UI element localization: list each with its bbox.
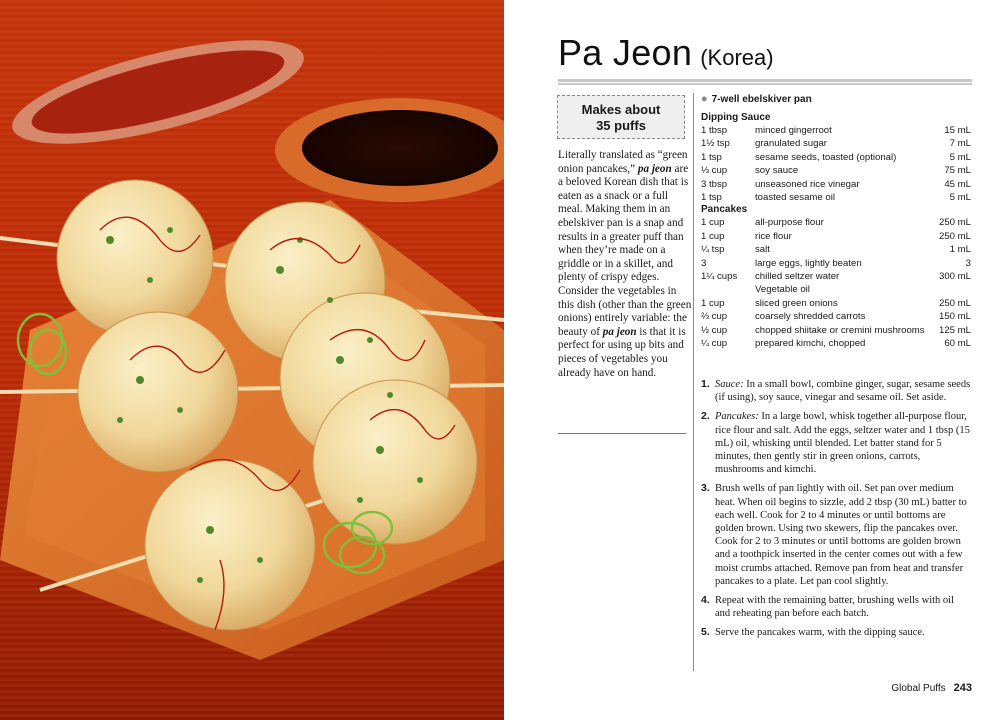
ingredient-row: [701, 243, 971, 256]
ingredient-quantity: [701, 283, 755, 296]
step-text: [715, 626, 971, 639]
method-step: [701, 594, 971, 620]
ingredient-name: large eggs, lightly beaten: [755, 257, 862, 269]
ingredient-metric: 300 mL: [939, 271, 971, 283]
step-text: [715, 594, 971, 620]
step-number: 1.: [701, 378, 710, 390]
method-step: [701, 378, 971, 404]
ingredient-name: coarsely shredded carrots: [755, 311, 866, 323]
method-step: [701, 410, 971, 476]
step-body: In a large bowl, whisk together all-purpose flour, rice flour and salt. Add the eggs, seltzer water and 1 tbsp (15 mL) oil, whisking until blended. Let batter stand for 5 minutes, then gently stir in green onions, carrots, mushrooms and kimchi.: [715, 411, 970, 476]
step-label: Pancakes:: [715, 411, 759, 423]
ingredient-row: [701, 257, 971, 270]
ingredient-name: sesame seeds, toasted (optional): [755, 151, 897, 163]
intro-rule: [558, 433, 686, 434]
ingredient-quantity: 3 tbsp: [701, 178, 728, 190]
step-text: [715, 410, 971, 476]
ingredient-section-heading: Pancakes: [701, 204, 748, 216]
ingredient-metric: 60 mL: [944, 338, 971, 350]
ingredient-metric: 3: [965, 257, 971, 269]
ingredient-metric: 1 mL: [949, 244, 971, 256]
intro-part-1: Literally translated as “green onion pancakes,”: [558, 149, 688, 175]
title-origin: (Korea): [700, 45, 774, 70]
step-label: Sauce:: [715, 379, 744, 390]
ingredient-row: [701, 297, 971, 310]
ingredient-quantity: 3: [701, 257, 707, 269]
step-number: 5.: [701, 626, 710, 639]
ingredient-quantity: 1½ tsp: [701, 138, 730, 150]
ingredient-metric: 5 mL: [949, 192, 971, 204]
page-number: 243: [953, 682, 972, 694]
ingredient-metric: 75 mL: [944, 165, 971, 177]
intro-text: [558, 149, 692, 380]
step-number: 3.: [701, 482, 710, 495]
ingredient-name: unseasoned rice vinegar: [755, 178, 860, 190]
bullet-icon: ●: [701, 93, 708, 105]
ingredient-row: [701, 137, 971, 150]
ingredient-metric: [929, 283, 971, 296]
ingredient-metric: 150 mL: [939, 311, 971, 323]
ingredient-name: chilled seltzer water: [755, 271, 840, 283]
ingredient-row: [701, 310, 971, 323]
ingredient-name: prepared kimchi, chopped: [755, 338, 866, 350]
ingredient-metric: 7 mL: [949, 138, 971, 150]
ingredient-quantity: 1¼ cups: [701, 271, 738, 283]
ingredient-name: toasted sesame oil: [755, 192, 835, 204]
method-step: [701, 626, 971, 639]
title-main: Pa Jeon: [558, 32, 693, 73]
column-divider: [693, 93, 694, 671]
step-body: Serve the pancakes warm, with the dipping sauce.: [715, 627, 925, 639]
ingredient-quantity: 1 tsp: [701, 192, 722, 204]
intro-dish-name-2: pa jeon: [602, 325, 637, 338]
ingredient-quantity: ⅓ cup: [701, 165, 728, 177]
ingredient-metric: 45 mL: [944, 178, 971, 190]
intro-part-2: are a beloved Korean dish that is eaten as a snack or a full meal. Making them in an ebelskiver pan is a snap and results in a greater puff than when they’re made on a griddle or in a skillet, and plenty of crispy edges. Consider the vegetables in this dish (other than the green onions) entirely variable: the beauty of: [558, 162, 692, 338]
ingredient-name: rice flour: [755, 230, 792, 242]
ingredient-quantity: 1 cup: [701, 230, 725, 242]
ingredient-row: [701, 216, 971, 229]
ingredient-name: minced gingerroot: [755, 125, 832, 136]
ingredients-block: [701, 93, 971, 351]
ingredient-quantity: ½ cup: [701, 324, 728, 336]
method-step: [701, 482, 971, 588]
ingredient-row: [701, 151, 971, 164]
ingredient-name: chopped shiitake or cremini mushrooms: [755, 324, 925, 336]
step-body: Brush wells of pan lightly with oil. Set pan over medium heat. When oil begins to sizzle, add 2 tbsp (30 mL) batter to each well. Cook for 2 to 4 minutes or until bottoms are golden brown. Using two skewers, flip the pancakes over. Cook for 2 to 3 minutes or until bottoms are golden brown and a toothpick inserted in the center comes out with a few moist crumbs attached. Remove pan from heat and transfer pancakes to a plate. Let pan cool slightly.: [715, 483, 967, 587]
ingredient-table: [701, 124, 971, 204]
ingredient-quantity: ⅔ cup: [701, 311, 728, 323]
yield-box: [557, 95, 685, 139]
ingredient-name: soy sauce: [755, 165, 799, 177]
intro-dish-name: pa jeon: [637, 162, 672, 175]
page-footer: [891, 682, 972, 694]
ingredient-metric: 125 mL: [939, 324, 971, 336]
ingredient-row: [701, 283, 971, 296]
ingredient-sections: [701, 112, 971, 351]
ingredient-metric: 250 mL: [939, 230, 971, 242]
ingredient-metric: 250 mL: [939, 297, 971, 309]
ingredient-row: [701, 270, 971, 283]
ingredient-row: [701, 178, 971, 191]
ingredient-name: Vegetable oil: [755, 284, 810, 296]
ingredient-quantity: ¼ tsp: [701, 244, 725, 256]
ingredient-quantity: 1 tbsp: [701, 125, 728, 136]
ingredient-table: [701, 216, 971, 350]
ingredient-row: [701, 124, 971, 137]
ingredient-metric: 15 mL: [944, 125, 971, 136]
yield-line-2: 35 puffs: [596, 118, 646, 133]
ingredient-metric: 250 mL: [939, 217, 971, 229]
ingredient-quantity: 1 cup: [701, 217, 725, 229]
ingredient-name: all-purpose flour: [755, 217, 824, 229]
ingredient-row: [701, 337, 971, 350]
ingredient-metric: 5 mL: [949, 151, 971, 163]
step-text: [715, 378, 971, 404]
ingredient-row: [701, 230, 971, 243]
ingredient-row: [701, 191, 971, 204]
equipment-line: [701, 93, 971, 105]
ingredient-section-heading: Dipping Sauce: [701, 112, 771, 123]
step-body: Repeat with the remaining batter, brushing wells with oil and reheating pan before each batch.: [715, 595, 954, 620]
yield-line-1: Makes about: [581, 102, 661, 117]
step-text: [715, 482, 971, 588]
equipment-text: 7-well ebelskiver pan: [711, 94, 812, 105]
ingredient-quantity: 1 cup: [701, 297, 725, 309]
step-number: 2.: [701, 410, 710, 423]
ingredient-name: sliced green onions: [755, 297, 838, 309]
recipe-title: [558, 32, 972, 74]
ingredient-quantity: 1 tsp: [701, 151, 722, 163]
ingredient-name: granulated sugar: [755, 138, 828, 150]
ingredient-row: [701, 324, 971, 337]
intro-part-3: is that it is perfect for using up bits and pieces of vegetables you already have on hand.: [558, 325, 686, 379]
ingredient-quantity: ¼ cup: [701, 338, 728, 350]
ingredient-name: salt: [755, 244, 770, 256]
title-rule: [558, 79, 972, 85]
step-body: In a small bowl, combine ginger, sugar, sesame seeds (if using), soy sauce, vinegar and sesame oil. Set aside.: [715, 379, 971, 404]
method-steps: [701, 378, 971, 646]
step-number: 4.: [701, 594, 710, 607]
footer-section: Global Puffs: [891, 683, 946, 694]
ingredient-row: [701, 164, 971, 177]
